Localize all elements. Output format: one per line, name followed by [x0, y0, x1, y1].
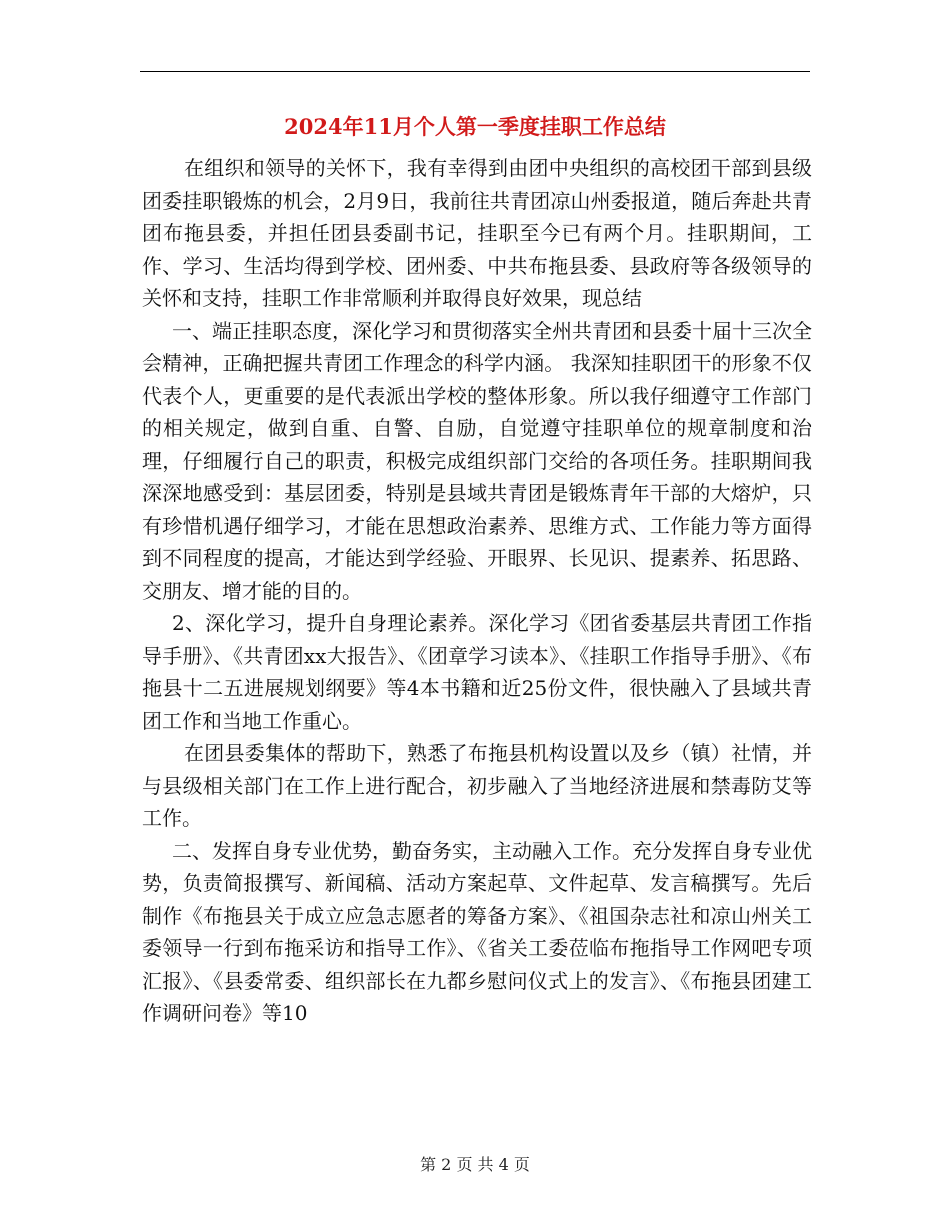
paragraph-section-one: 一、端正挂职态度，深化学习和贯彻落实全州共青团和县委十届十三次全会精神，正确把握共青团工作理念的科学内涵。 我深知挂职团干的形象不仅代表个人，更重要的是代表派出学校的整体形象。所以我仔细遵守工作部门的相关规定，做到自重、自警、自励，自觉遵守挂职单位的规章制度和治理，仔细履行自己的职责，积极完成组织部门交给的各项任务。挂职期间我深深地感受到：基层团委，特别是县域共青团是锻炼青年干部的大熔炉，只有珍惜机遇仔细学习，才能在思想政治素养、思维方式、工作能力等方面得到不同程度的提高，才能达到学经验、开眼界、长见识、提素养、拓思路、交朋友、增才能的目的。 [142, 318, 812, 603]
paragraph-familiarization: 在团县委集体的帮助下，熟悉了布拖县机构设置以及乡（镇）社情，并与县级相关部门在工作上进行配合，初步融入了当地经济进展和禁毒防艾等工作。 [142, 741, 812, 830]
paragraph-intro: 在组织和领导的关怀下，我有幸得到由团中央组织的高校团干部到县级团委挂职锻炼的机会，2月9日，我前往共青团凉山州委报道，随后奔赴共青团布拖县委，并担任团县委副书记，挂职至今已有两个月。挂职期间，工作、学习、生活均得到学校、团州委、中共布拖县委、县政府等各级领导的关怀和支持，挂职工作非常顺利并取得良好效果，现总结 [142, 156, 812, 310]
document-title: 2024年11月个人第一季度挂职工作总结 [284, 114, 666, 139]
page-number: 第 2 页 共 4 页 [420, 1155, 530, 1174]
header-rule [140, 71, 810, 72]
document-body [142, 152, 812, 1030]
paragraph-section-two: 2、深化学习，提升自身理论素养。深化学习《团省委基层共青团工作指导手册》、《共青团xx大报告》、《团章学习读本》、《挂职工作指导手册》、《布拖县十二五进展规划纲要》等4本书籍和近25份文件，很快融入了县域共青团工作和当地工作重心。 [142, 611, 812, 733]
paragraph-section-three: 二、发挥自身专业优势，勤奋务实，主动融入工作。充分发挥自身专业优势，负责简报撰写、新闻稿、活动方案起草、文件起草、发言稿撰写。先后制作《布拖县关于成立应急志愿者的筹备方案》、《祖国杂志社和凉山州关工委领导一行到布拖采访和指导工作》、《省关工委莅临布拖指导工作网吧专项汇报》、《县委常委、组织部长在九都乡慰问仪式上的发言》、《布拖县团建工作调研问卷》等10 [142, 838, 812, 1025]
